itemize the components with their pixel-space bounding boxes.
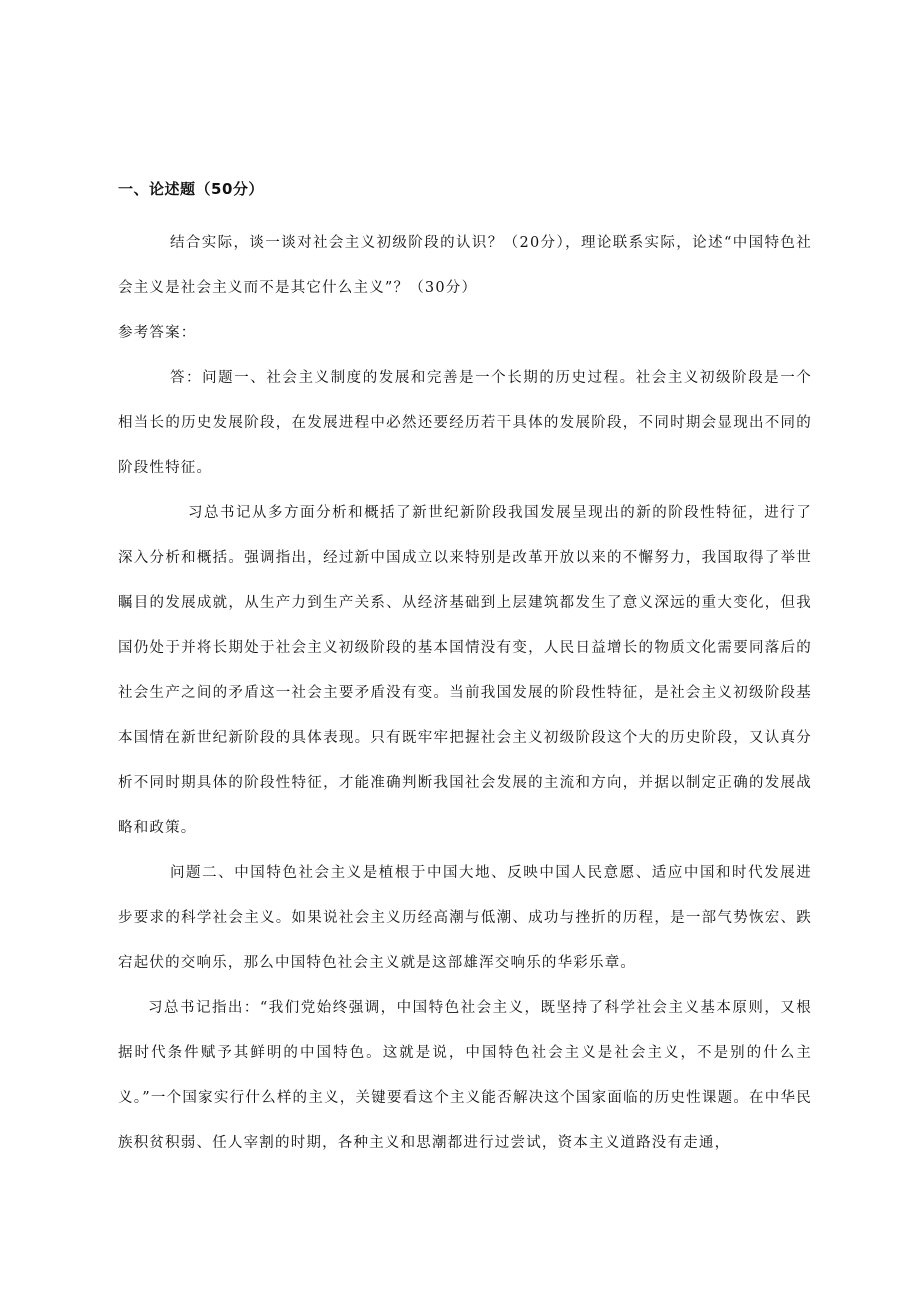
answer-paragraph-2: 习总书记从多方面分析和概括了新世纪新阶段我国发展呈现出的新的阶段性特征，进行了深入分析和概括。强调指出，经过新中国成立以来特别是改革开放以来的不懈努力，我国取得了举世瞩目的发展成就，从生产力到生产关系、从经济基础到上层建筑都发生了意义深远的重大变化，但我国仍处于并将长期处于社会主义初级阶段的基本国情没有变，人民日益增长的物质文化需要同落后的社会生产之间的矛盾这一社会主要矛盾没有变。当前我国发展的阶段性特征，是社会主义初级阶段基本国情在新世纪新阶段的具体表现。只有既牢牢把握社会主义初级阶段这个大的历史阶段，又认真分析不同时期具体的阶段性特征，才能准确判断我国社会发展的主流和方向，并据以制定正确的发展战略和政策。 [118,505,812,836]
answer-label: 参考答案： [118,325,197,341]
section-heading: 一、论述题（50分） [118,180,264,198]
answer-paragraph-1: 答：问题一、社会主义制度的发展和完善是一个长期的历史过程。社会主义初级阶段是一个相当长的历史发展阶段，在发展进程中必然还要经历若干具体的发展阶段，不同时期会显现出不同的阶段性特征。 [118,370,812,476]
document-page [118,178,812,1166]
answer-paragraph-3: 问题二、中国特色社会主义是植根于中国大地、反映中国人民意愿、适应中国和时代发展进步要求的科学社会主义。如果说社会主义历经高潮与低潮、成功与挫折的历程，是一部气势恢宏、跌宕起伏的交响乐，那么中国特色社会主义就是这部雄浑交响乐的华彩乐章。 [118,865,812,971]
question-text: 结合实际，谈一谈对社会主义初级阶段的认识？（20分），理论联系实际，论述“中国特色社会主义是社会主义而不是其它什么主义”？（30分） [118,235,812,296]
answer-paragraph-4: 习总书记指出：“我们党始终强调，中国特色社会主义，既坚持了科学社会主义基本原则，又根据时代条件赋予其鲜明的中国特色。这就是说，中国特色社会主义是社会主义，不是别的什么主义。”一个国家实行什么样的主义，关键要看这个主义能否解决这个国家面临的历史性课题。在中华民族积贫积弱、任人宰割的时期，各种主义和思潮都进行过尝试，资本主义道路没有走通， [118,1000,812,1151]
